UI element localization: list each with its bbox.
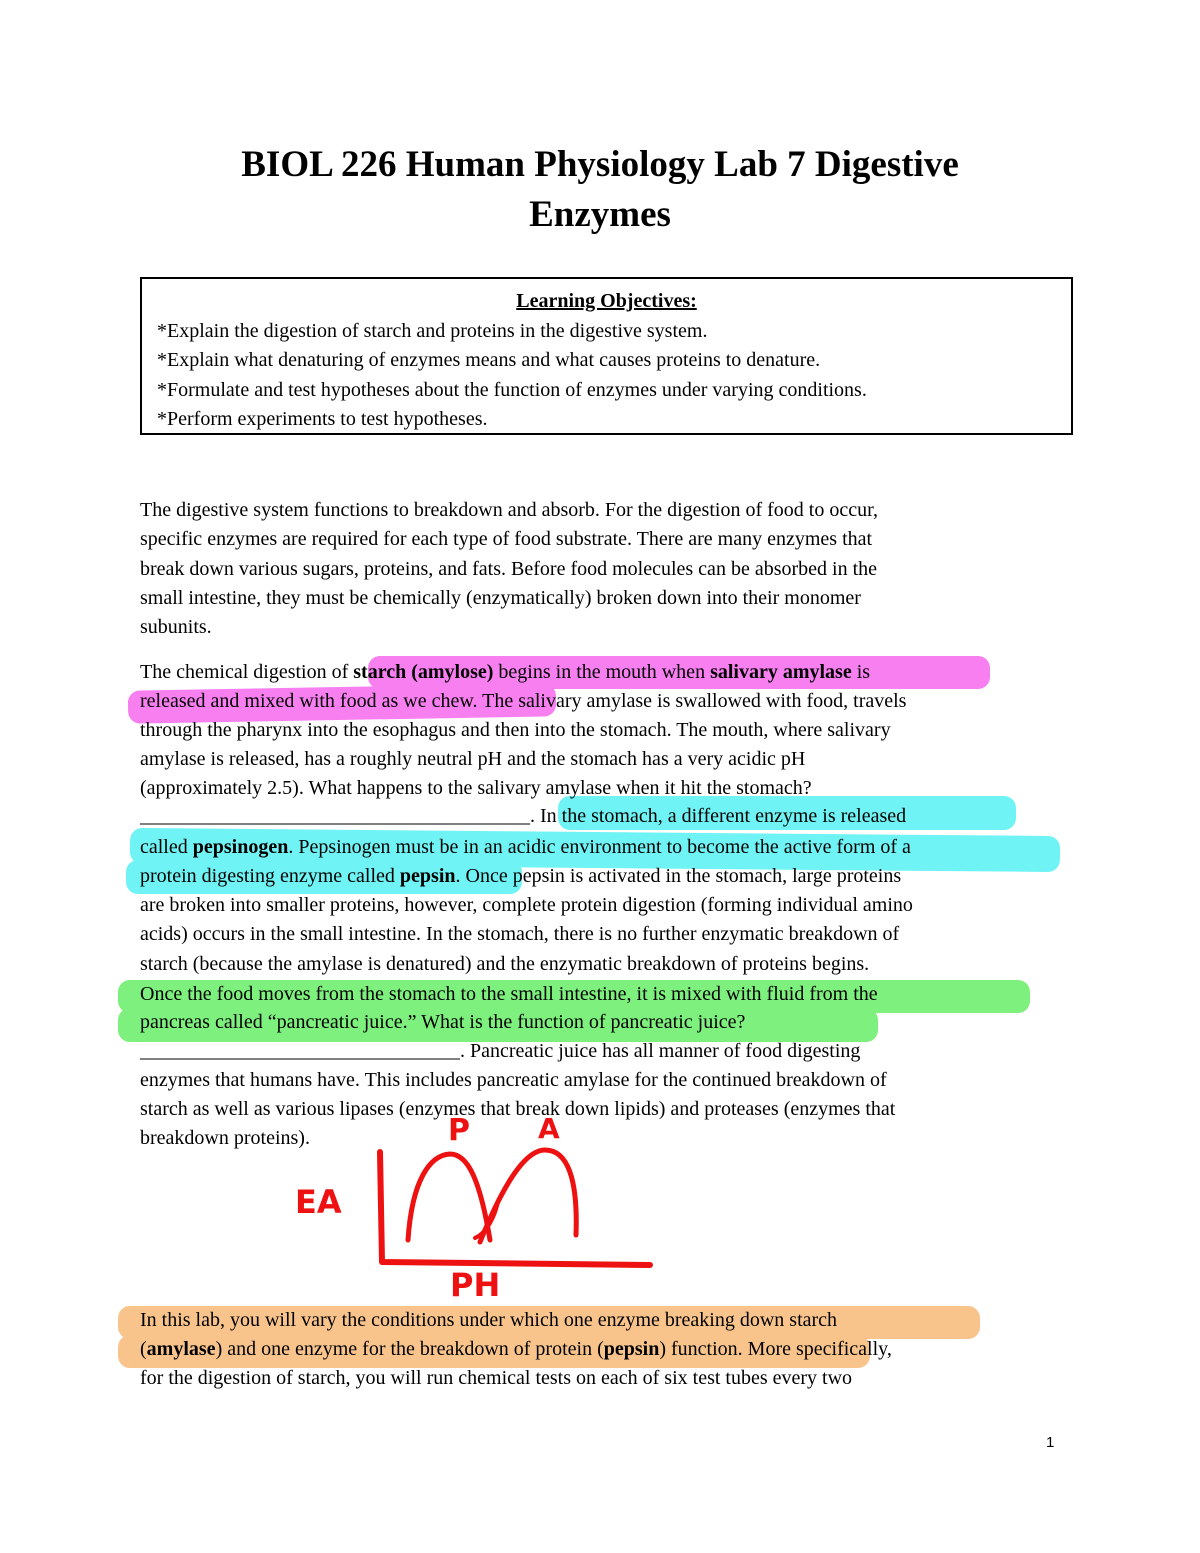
text-run: ) and one enzyme for the breakdown of protein (	[215, 1338, 604, 1360]
text-line: released and mixed with food as we chew. The salivary amylase is swallowed with food, travels	[140, 690, 907, 712]
text-line: The digestive system functions to breakdown and absorb. For the digestion of food to occur,	[140, 499, 878, 521]
text-run: begins in the mouth when	[493, 661, 711, 683]
objective-item: *Perform experiments to test hypotheses.	[157, 408, 488, 430]
text-line	[140, 864, 901, 888]
bold-term-starch: starch (amylose)	[353, 661, 494, 683]
text-run: ) function. More specifically,	[659, 1338, 892, 1360]
sketch-curve-a	[480, 1150, 576, 1242]
text-line: amylase is released, has a roughly neutral pH and the stomach has a very acidic pH	[140, 748, 806, 770]
text-line	[140, 660, 870, 684]
text-line	[140, 1337, 892, 1361]
sketch-curve-p	[408, 1154, 490, 1240]
page-number: 1	[1046, 1434, 1055, 1451]
text-run: is	[851, 661, 871, 683]
text-line: starch as well as various lipases (enzymes that break down lipids) and proteases (enzymes that	[140, 1098, 896, 1120]
objective-item: *Formulate and test hypotheses about the function of enzymes under varying conditions.	[157, 378, 867, 401]
text-run: The chemical digestion of	[140, 661, 354, 683]
text-run: (	[140, 1338, 147, 1360]
bold-term-pepsinogen: pepsinogen	[192, 836, 289, 858]
bold-term-pepsin: pepsin	[603, 1338, 660, 1360]
sketch-label-ph: PH	[450, 1266, 501, 1300]
text-line: through the pharynx into the esophagus and then into the stomach. The mouth, where salivary	[140, 719, 891, 741]
text-line: _______________________________________. In the stomach, a different enzyme is released	[140, 805, 907, 827]
text-run: called	[140, 836, 193, 858]
sketch-label-p: P	[448, 1113, 470, 1148]
title-line-2: Enzymes	[529, 194, 671, 235]
text-line: break down various sugars, proteins, and fats. Before food molecules can be absorbed in the	[140, 558, 878, 580]
objectives-heading: Learning Objectives:	[516, 290, 697, 312]
text-run: protein digesting enzyme called	[140, 865, 400, 887]
title-line-1: BIOL 226 Human Physiology Lab 7 Digestive	[241, 144, 959, 185]
text-line: subunits.	[140, 616, 212, 638]
learning-objectives-box	[140, 277, 1073, 435]
text-line: (approximately 2.5). What happens to the salivary amylase when it hit the stomach?	[140, 777, 812, 799]
text-line: for the digestion of starch, you will run chemical tests on each of six test tubes every two	[140, 1367, 853, 1389]
text-line: acids) occurs in the small intestine. In the stomach, there is no further enzymatic breakdown of	[140, 923, 900, 945]
text-line: ________________________________. Pancreatic juice has all manner of food digesting	[140, 1040, 861, 1062]
bold-term-amylase: amylase	[146, 1338, 216, 1360]
text-line: starch (because the amylase is denatured) and the enzymatic breakdown of proteins begins.	[140, 953, 870, 975]
sketch-label-a: A	[538, 1112, 560, 1145]
text-line: enzymes that humans have. This includes pancreatic amylase for the continued breakdown of	[140, 1069, 887, 1091]
text-line: specific enzymes are required for each type of food substrate. There are many enzymes that	[140, 528, 873, 550]
text-line: small intestine, they must be chemically (enzymatically) broken down into their monomer	[140, 587, 861, 609]
text-line: Once the food moves from the stomach to the small intestine, it is mixed with fluid from the	[140, 983, 878, 1005]
handwritten-ph-sketch	[290, 1110, 660, 1300]
objective-item: *Explain the digestion of starch and proteins in the digestive system.	[157, 319, 708, 342]
bold-term-pepsin: pepsin	[399, 865, 456, 887]
text-line: In this lab, you will vary the conditions under which one enzyme breaking down starch	[140, 1309, 838, 1331]
text-run: . Once pepsin is activated in the stomach, large proteins	[455, 865, 902, 887]
text-run: . Pepsinogen must be in an acidic environment to become the active form of a	[288, 836, 911, 858]
objective-item: *Explain what denaturing of enzymes means and what causes proteins to denature.	[157, 349, 821, 371]
page-title	[0, 140, 1200, 240]
text-line: pancreas called “pancreatic juice.” What is the function of pancreatic juice?	[140, 1011, 746, 1033]
text-line	[140, 835, 911, 859]
sketch-label-ea: EA	[295, 1183, 342, 1221]
text-line: are broken into smaller proteins, however, complete protein digestion (forming individual amino	[140, 894, 913, 916]
text-line: breakdown proteins).	[140, 1127, 310, 1149]
bold-term-salivary-amylase: salivary amylase	[710, 661, 852, 683]
